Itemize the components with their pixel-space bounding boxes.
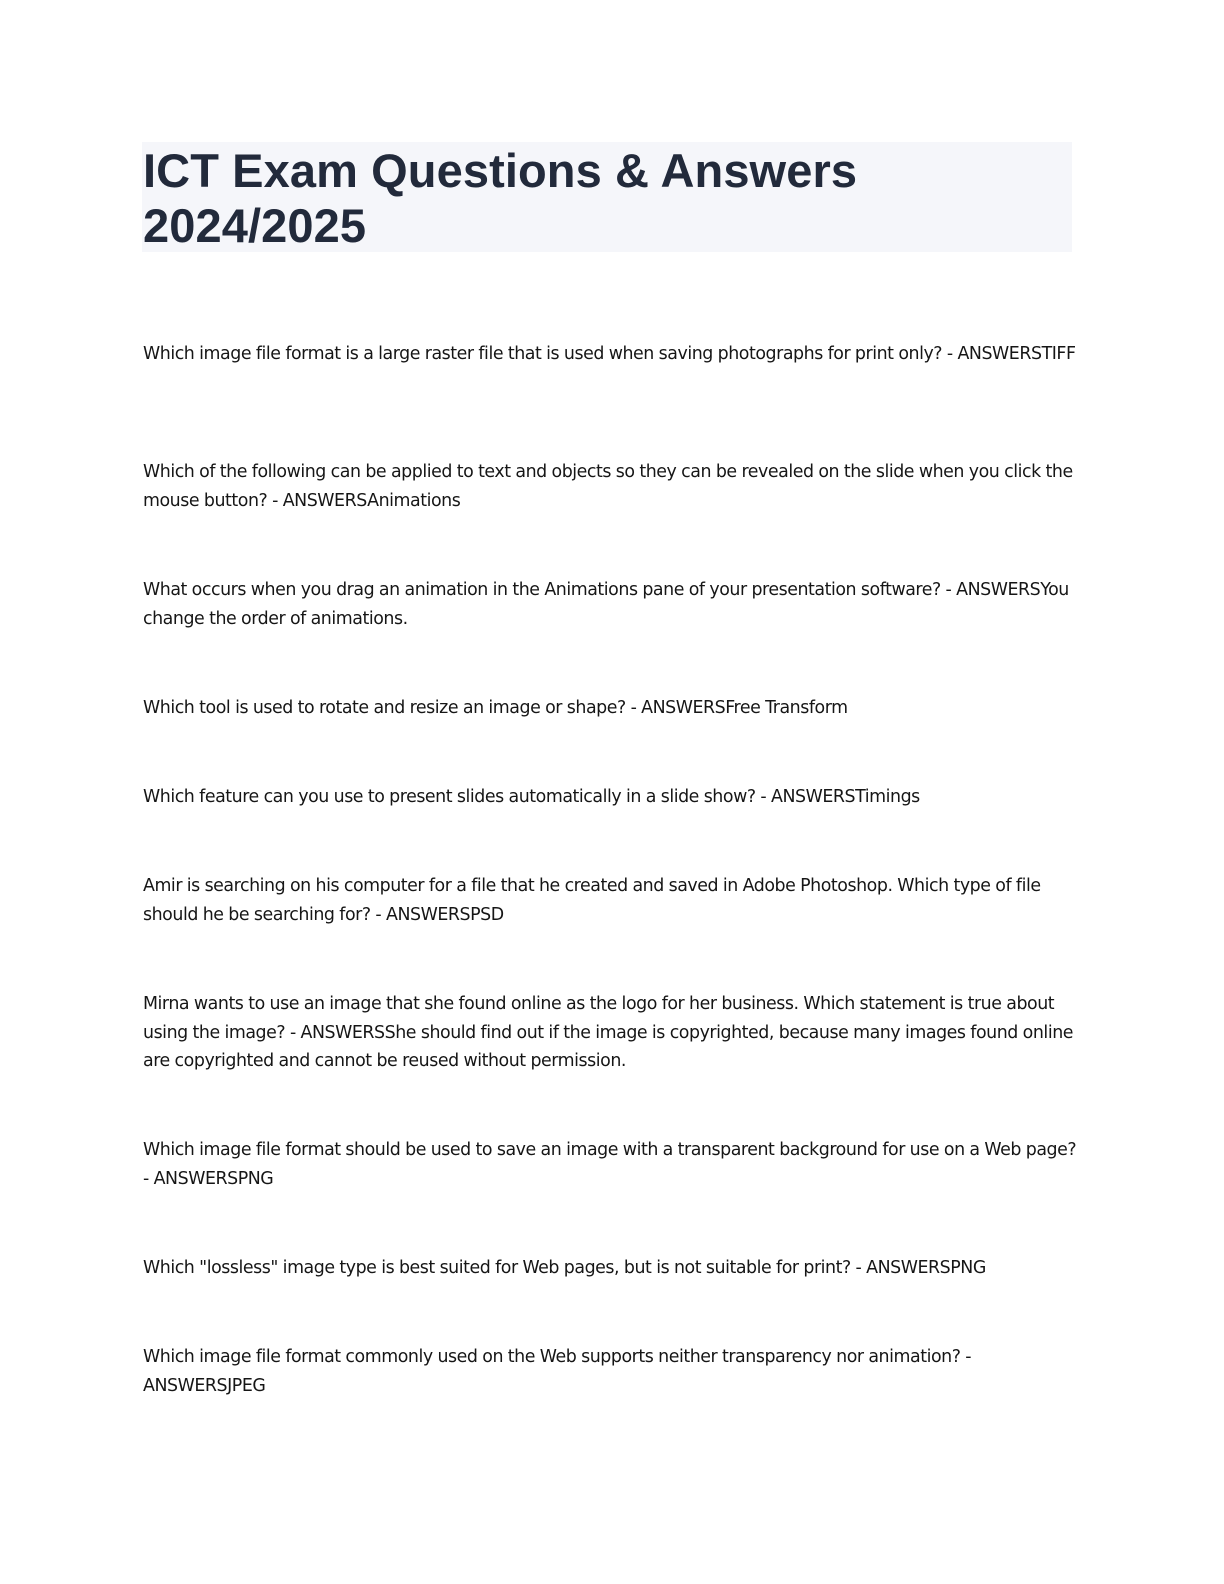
qa-item-5: Which feature can you use to present slides automatically in a slide show? - ANSWERSTimings [143,787,920,807]
qa-item-1: Which image file format is a large raster file that is used when saving photographs for print only? - ANSWERSTIFF [143,344,1076,364]
qa-item-8: Which image file format should be used to save an image with a transparent background for use on a Web page? - ANSWERSPNG [143,1140,1077,1189]
page-title: ICT Exam Questions & Answers 2024/2025 [143,144,858,252]
qa-item-6: Amir is searching on his computer for a file that he created and saved in Adobe Photoshop. Which type of file should he be searching for? - ANSWERSPSD [143,876,1041,925]
qa-item-3: What occurs when you drag an animation in the Animations pane of your presentation software? - ANSWERSYou change the order of animations. [143,580,1069,629]
qa-item-4: Which tool is used to rotate and resize an image or shape? - ANSWERSFree Transform [143,698,848,718]
qa-item-2: Which of the following can be applied to text and objects so they can be revealed on the slide when you click the mouse button? - ANSWERSAnimations [143,462,1073,511]
qa-item-10: Which image file format commonly used on the Web supports neither transparency nor animation? - ANSWERSJPEG [143,1347,972,1396]
qa-item-9: Which "lossless" image type is best suited for Web pages, but is not suitable for print? - ANSWERSPNG [143,1258,986,1278]
qa-item-7: Mirna wants to use an image that she found online as the logo for her business. Which statement is true about using the image? - ANSWERSShe should find out if the image is copyrighted, because many images found online are copyrighted and cannot be reused without permission. [143,994,1074,1071]
